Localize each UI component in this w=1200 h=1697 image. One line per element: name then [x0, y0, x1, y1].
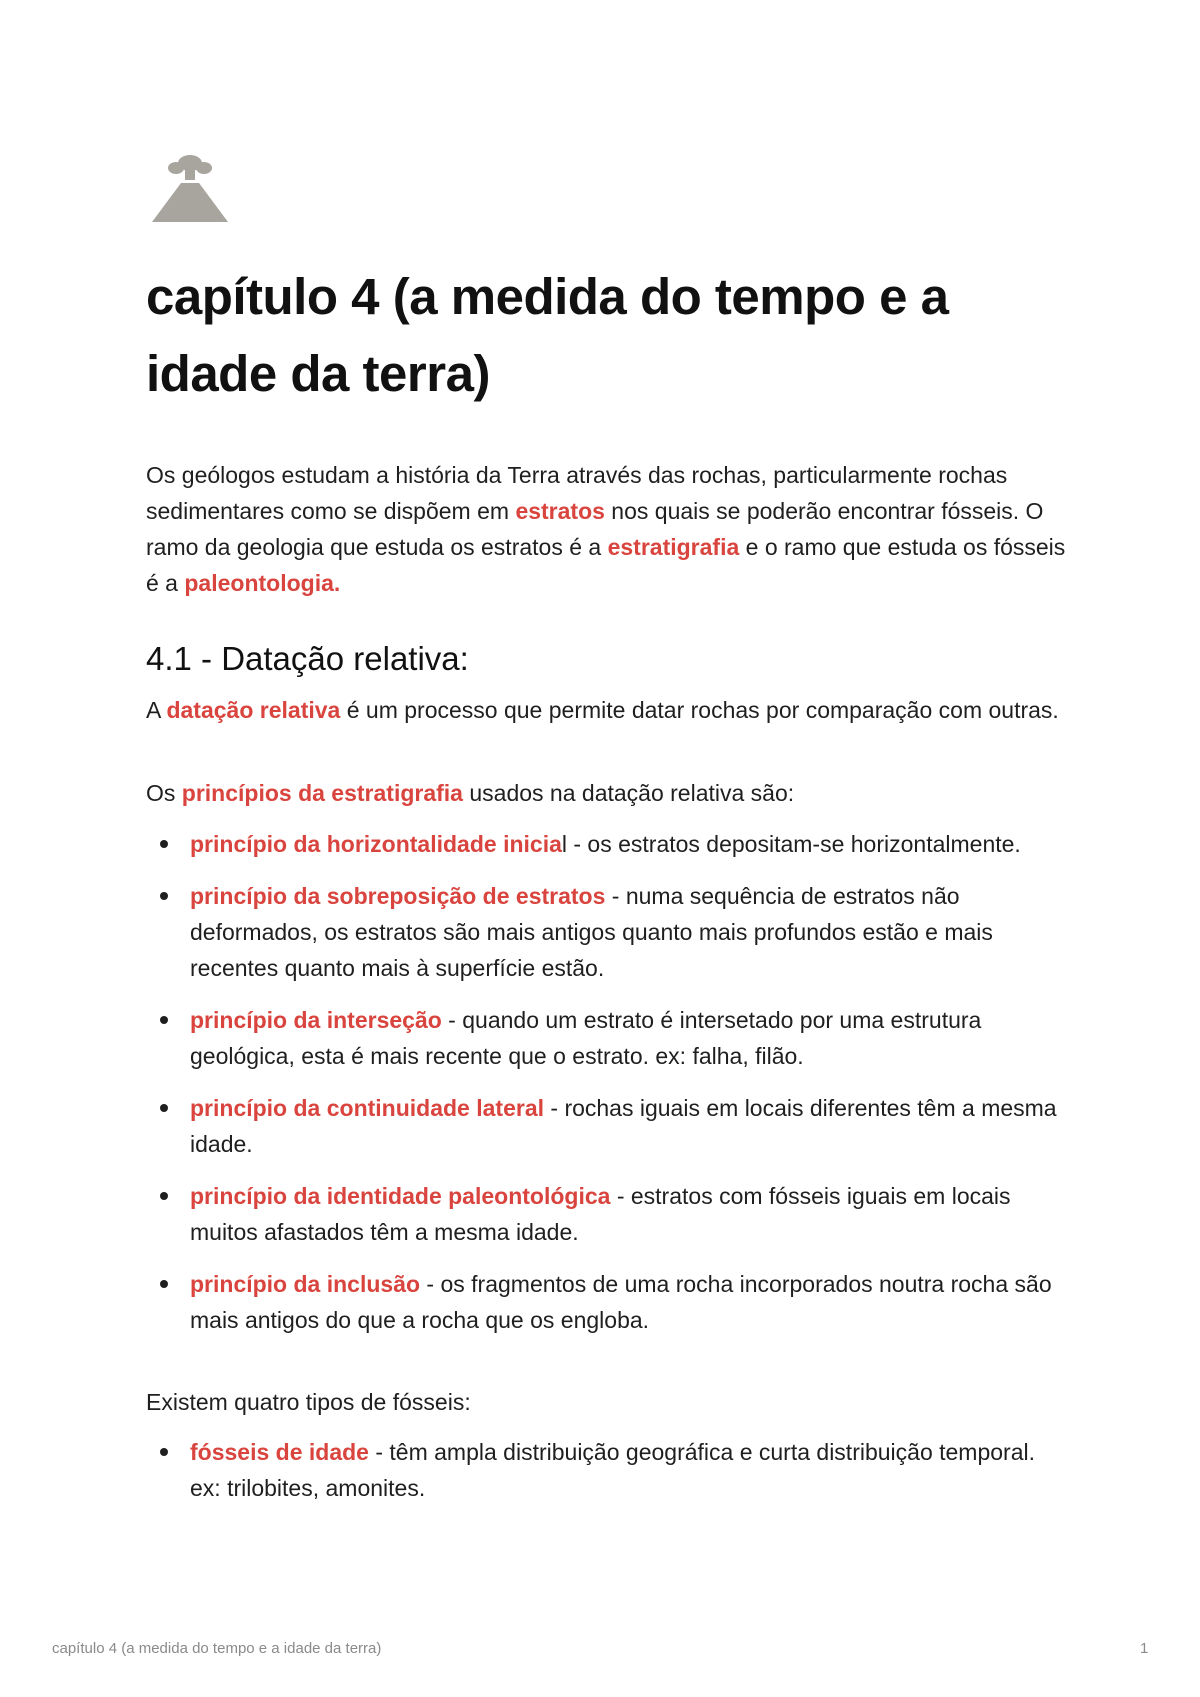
page-title: capítulo 4 (a medida do tempo e a idade da terra): [146, 268, 949, 402]
bullet-icon: [160, 840, 168, 848]
text-run: e o ramo que estuda os fósseis é a: [146, 534, 1066, 596]
bullet-icon: [160, 1104, 168, 1112]
bullet-icon: [160, 1280, 168, 1288]
text-run: usados na datação relativa são:: [462, 780, 795, 806]
highlighted-term: paleontologia.: [184, 570, 341, 596]
highlighted-term: princípio da interseção: [190, 1007, 442, 1033]
text-run: - rochas iguais em locais diferentes têm a mesma idade.: [190, 1095, 1057, 1157]
list-item: [146, 1266, 1066, 1338]
highlighted-term: datação relativa: [166, 697, 341, 723]
text-run: - quando um estrato é intersetado por uma estrutura geológica, esta é mais recente que o estrato. ex: falha, filão.: [190, 1007, 982, 1069]
highlighted-term: fósseis de idade: [190, 1439, 369, 1465]
text-run: - numa sequência de estratos não deformados, os estratos são mais antigos quanto mais profundos estão e mais recentes quanto mais à superfície estão.: [190, 883, 993, 981]
list-item: [146, 1002, 1066, 1074]
paragraph-datacao-relativa: [146, 692, 1066, 728]
text-run: nos quais se poderão encontrar fósseis. O ramo da geologia que estuda os estratos é a: [146, 498, 1044, 560]
bullet-icon: [160, 1192, 168, 1200]
footer-page-number: 1: [1140, 1640, 1149, 1657]
paragraph-principios: [146, 775, 1066, 811]
highlighted-term: princípios da estratigrafia: [181, 780, 463, 806]
bullet-icon: [160, 892, 168, 900]
text-run: - os fragmentos de uma rocha incorporados noutra rocha são mais antigos do que a rocha que os engloba.: [190, 1271, 1052, 1333]
fossils-list: [146, 1434, 1066, 1506]
intro-paragraph: [146, 457, 1066, 601]
principles-list: [146, 826, 1066, 1338]
bullet-icon: [160, 1016, 168, 1024]
text-run: - têm ampla distribuição geográfica e curta distribuição temporal. ex: trilobites, amonites.: [190, 1439, 1036, 1501]
text-run: é um processo que permite datar rochas por comparação com outras.: [340, 697, 1059, 723]
list-item: [146, 1090, 1066, 1162]
highlighted-term: princípio da horizontalidade inicia: [190, 831, 562, 857]
text-run: l - os estratos depositam-se horizontalmente.: [561, 831, 1021, 857]
highlighted-term: estratos: [515, 498, 605, 524]
text-run: A: [146, 697, 167, 723]
list-item: [146, 878, 1066, 986]
list-item: [146, 1434, 1066, 1506]
paragraph-fosseis: Existem quatro tipos de fósseis:: [146, 1389, 471, 1415]
footer-title: capítulo 4 (a medida do tempo e a idade da terra): [52, 1640, 382, 1657]
text-run: Os: [146, 780, 182, 806]
highlighted-term: princípio da identidade paleontológica: [190, 1183, 611, 1209]
highlighted-term: princípio da continuidade lateral: [190, 1095, 544, 1121]
highlighted-term: princípio da inclusão: [190, 1271, 421, 1297]
bullet-icon: [160, 1448, 168, 1456]
highlighted-term: estratigrafia: [607, 534, 740, 560]
text-run: - estratos com fósseis iguais em locais muitos afastados têm a mesma idade.: [190, 1183, 1011, 1245]
volcano-icon: [150, 150, 230, 230]
section-heading: 4.1 - Datação relativa:: [146, 640, 469, 677]
text-run: Os geólogos estudam a história da Terra através das rochas, particularmente rochas sedimentares como se dispõem em: [146, 462, 1008, 524]
list-item: [146, 1178, 1066, 1250]
highlighted-term: princípio da sobreposição de estratos: [190, 883, 606, 909]
list-item: [146, 826, 1066, 862]
